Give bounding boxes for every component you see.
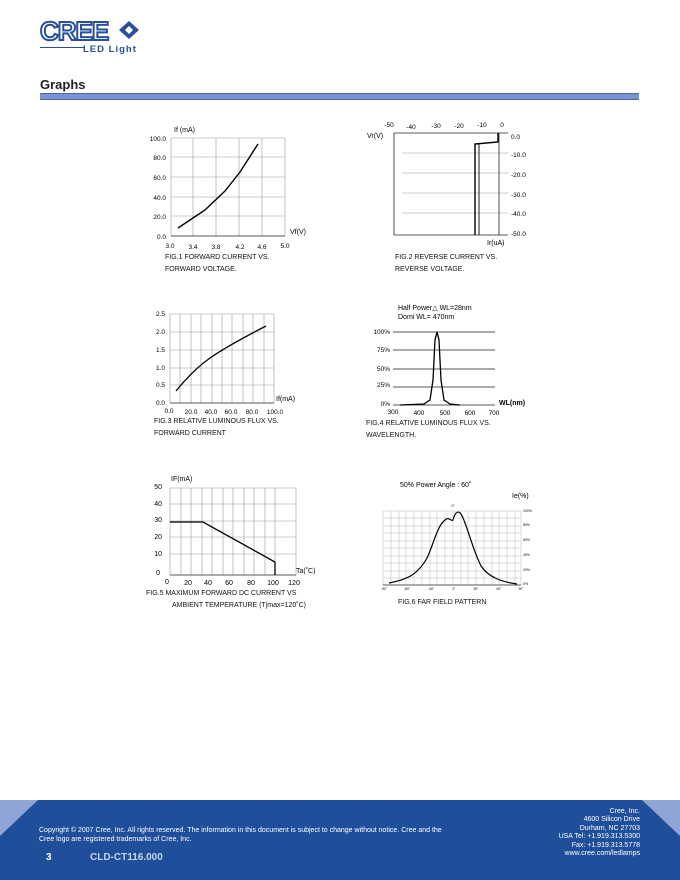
fig6-ytick: 100% (523, 509, 532, 513)
footer-fax: Fax: +1.919.313.5778 (571, 841, 640, 849)
fig3-xlabel: If(mA) (276, 396, 296, 403)
fig5-ylabel: IF(mA) (171, 476, 193, 483)
fig1-ylabel: If (mA) (174, 127, 195, 134)
fig6-xtick: -30˚ (427, 587, 435, 591)
fig4-grid (393, 332, 495, 387)
footer-copyright (39, 826, 509, 844)
fig5-max-forward-current-chart (140, 472, 340, 592)
fig5-grid (170, 488, 296, 575)
fig4-xtick: 700 (488, 410, 500, 417)
fig6-ylabel: Ie(%) (512, 493, 529, 500)
section-divider (40, 93, 639, 100)
fig6-xticks (381, 586, 524, 591)
fig4-ytick: 25% (376, 382, 390, 389)
fig6-xtick: 0˚ (452, 587, 456, 591)
fig6-xtick: -90˚ (380, 587, 388, 591)
fig1-ytick: 60.0 (153, 175, 166, 182)
fig4-xtick: 500 (439, 410, 451, 417)
fig2-ytick: 0.0 (511, 134, 521, 141)
fig1-ytick: 80.0 (153, 155, 166, 162)
fig6-xtick: 60˚ (496, 587, 502, 591)
section-title: Graphs (40, 77, 86, 92)
fig1-caption-line2: FORWARD VOLTAGE. (165, 266, 237, 273)
fig1-yticks (150, 136, 167, 241)
fig5-xtick: 60 (225, 580, 233, 587)
fig2-xlabel: Ir(uA) (487, 240, 505, 247)
fig2-xtick: -40 (406, 124, 416, 131)
fig5-caption-line2: AMBIENT TEMPERATURE (Tjmax=120˚C) (172, 602, 306, 609)
fig3-xtick: 60.0 (224, 409, 238, 416)
fig1-ytick: 20.0 (153, 214, 166, 221)
fig1-ytick: 100.0 (149, 136, 166, 143)
fig6-grid (383, 511, 521, 585)
fig2-ytick: -10.0 (511, 152, 526, 159)
fig3-ytick: 0.5 (155, 382, 165, 389)
footer-street: 4600 Silicon Drive (583, 816, 640, 824)
fig5-derating-curve (170, 522, 275, 575)
fig3-ytick: 2.5 (155, 311, 165, 318)
footer-right-corner-decoration (640, 800, 680, 840)
fig4-ytick: 0% (380, 401, 390, 408)
logo-subtitle: LED Light (83, 44, 137, 55)
footer-company: Cree, Inc. (609, 808, 640, 815)
fig5-caption-line1: FIG.5 MAXIMUM FORWARD DC CURRENT VS (146, 590, 297, 597)
fig4-xticks (388, 409, 500, 417)
footer-copyright-line2: Cree logo are registered trademarks of Cree, Inc. (39, 836, 192, 843)
fig3-ytick: 2.0 (155, 329, 165, 336)
fig5-xlabel: Ta(˚C) (296, 568, 316, 575)
fig1-caption-line1: FIG.1 FORWARD CURRENT VS. (165, 254, 270, 261)
fig3-curve (176, 326, 266, 391)
fig5-xtick: 100 (267, 580, 279, 587)
fig4-legend-dominant-wl: Domi WL= 470nm (398, 314, 455, 321)
fig6-ytick: 60% (523, 538, 531, 542)
fig1-curve (178, 144, 258, 228)
fig1-ytick: 40.0 (153, 195, 166, 202)
fig5-ytick: 30 (154, 517, 162, 524)
fig3-grid (170, 314, 274, 403)
logo-rule (40, 47, 84, 48)
fig1-xtick: 3.0 (165, 243, 175, 250)
fig6-caption: FIG.6 FAR FIELD PATTERN (398, 599, 487, 606)
fig5-ytick: 20 (154, 534, 162, 541)
fig6-ytick: 20% (523, 568, 531, 572)
fig2-xticks (384, 122, 504, 131)
fig6-ytick: 80% (523, 523, 531, 527)
fig2-reverse-current-chart (360, 116, 540, 251)
fig3-xtick: 80.0 (245, 409, 259, 416)
fig5-ytick: 50 (154, 484, 162, 491)
fig4-curve (400, 332, 460, 405)
footer-copyright-line1: Copyright © 2007 Cree, Inc. All rights reserved. The information in this document is subject to change without notice. Cree and the (39, 827, 442, 834)
fig3-ytick: 1.5 (155, 347, 165, 354)
fig6-title: 50% Power Angle : 60˚ (400, 482, 472, 489)
footer-left-corner-decoration (0, 800, 40, 840)
fig4-ytick: 75% (376, 347, 390, 354)
fig2-xtick: -10 (477, 122, 487, 129)
fig4-yticks (373, 329, 390, 408)
fig2-curve (475, 133, 498, 235)
fig6-xtick: -60˚ (403, 587, 411, 591)
fig4-ytick: 50% (376, 366, 390, 373)
fig4-xtick: 300 (387, 409, 399, 416)
fig2-xtick: -50 (384, 122, 394, 129)
fig3-caption-line1: FIG.3 RELATIVE LUMINOUS FLUX VS. (154, 418, 279, 425)
fig5-xtick: 40 (204, 580, 212, 587)
fig1-xtick: 4.2 (235, 244, 245, 251)
fig2-ytick: -50.0 (511, 231, 526, 238)
fig2-ylabel: Vr(V) (367, 133, 384, 140)
fig3-ytick: 0.0 (155, 400, 165, 407)
fig1-xtick: 3.8 (211, 244, 221, 251)
fig1-xlabel: Vf(V) (290, 229, 306, 236)
fig5-yticks (154, 484, 162, 577)
fig2-caption-line1: FIG.2 REVERSE CURRENT VS. (395, 254, 498, 261)
fig5-xtick: 120 (288, 580, 300, 587)
fig5-xtick: 20 (184, 580, 192, 587)
fig1-xticks (165, 243, 289, 251)
footer-tel: USA Tel: +1.919.313.5300 (558, 833, 640, 841)
fig3-yticks (156, 311, 165, 407)
fig4-legend-half-power: Half Power△ WL=28nm (398, 305, 472, 312)
fig2-grid (402, 153, 508, 213)
logo-chevron-icon (117, 20, 141, 40)
logo-wordmark: CREE (40, 16, 109, 46)
fig4-caption-line1: FIG.4 RELATIVE LUMINOUS FLUX VS. (366, 420, 491, 427)
fig2-ytick: -20.0 (511, 172, 526, 179)
fig1-ytick: 0.0 (156, 234, 166, 241)
fig6-far-field-chart (375, 476, 545, 596)
fig6-ytick: 40% (523, 553, 531, 557)
fig3-xticks (164, 408, 283, 416)
document-id: CLD-CT116.000 (90, 852, 163, 863)
fig3-luminous-flux-current-chart (145, 306, 345, 421)
fig2-caption-line2: REVERSE VOLTAGE. (395, 266, 465, 273)
fig6-ytick: 0% (523, 582, 529, 586)
fig5-ytick: 40 (154, 501, 162, 508)
fig1-xtick: 5.0 (280, 243, 290, 250)
fig1-forward-current-chart (140, 120, 340, 255)
fig3-xtick: 40.0 (204, 409, 218, 416)
fig5-ytick: 10 (154, 551, 162, 558)
fig3-xtick: 0.0 (164, 408, 174, 415)
fig2-ytick: -30.0 (511, 192, 526, 199)
fig2-yticks (511, 134, 526, 238)
fig2-ytick: -40.0 (511, 211, 526, 218)
fig4-xlabel: WL(nm) (499, 400, 526, 407)
fig6-top-tick: 0˚ (451, 504, 455, 508)
fig5-xticks (165, 579, 300, 587)
fig5-ytick: 0 (156, 570, 160, 577)
footer-city: Durham, NC 27703 (579, 824, 640, 832)
fig1-xtick: 4.6 (257, 244, 267, 251)
fig3-xtick: 20.0 (184, 409, 198, 416)
fig6-yticks (523, 509, 532, 586)
fig4-xtick: 400 (413, 410, 425, 417)
footer-website-link[interactable]: www.cree.com/ledlamps (564, 850, 640, 858)
fig1-xtick: 3.4 (188, 244, 198, 251)
fig6-xtick: 30˚ (473, 587, 479, 591)
cree-logo (40, 16, 150, 58)
footer-address (440, 808, 640, 858)
fig5-xtick: 0 (165, 579, 169, 586)
fig4-ytick: 100% (373, 329, 390, 336)
fig4-luminous-flux-wavelength-chart (360, 300, 540, 420)
page-number: 3 (46, 852, 52, 863)
fig6-xtick: 90˚ (518, 587, 524, 591)
fig3-caption-line2: FORWARD CURRENT (154, 430, 226, 437)
fig2-xtick: -30 (431, 123, 441, 130)
fig4-caption-line2: WAVELENGTH. (366, 432, 417, 439)
fig3-ytick: 1.0 (155, 365, 165, 372)
fig4-xtick: 600 (464, 410, 476, 417)
fig3-xtick: 100.0 (266, 409, 284, 416)
fig2-xtick: -20 (454, 123, 464, 130)
fig5-xtick: 80 (247, 580, 255, 587)
fig2-xtick: 0 (500, 122, 504, 129)
